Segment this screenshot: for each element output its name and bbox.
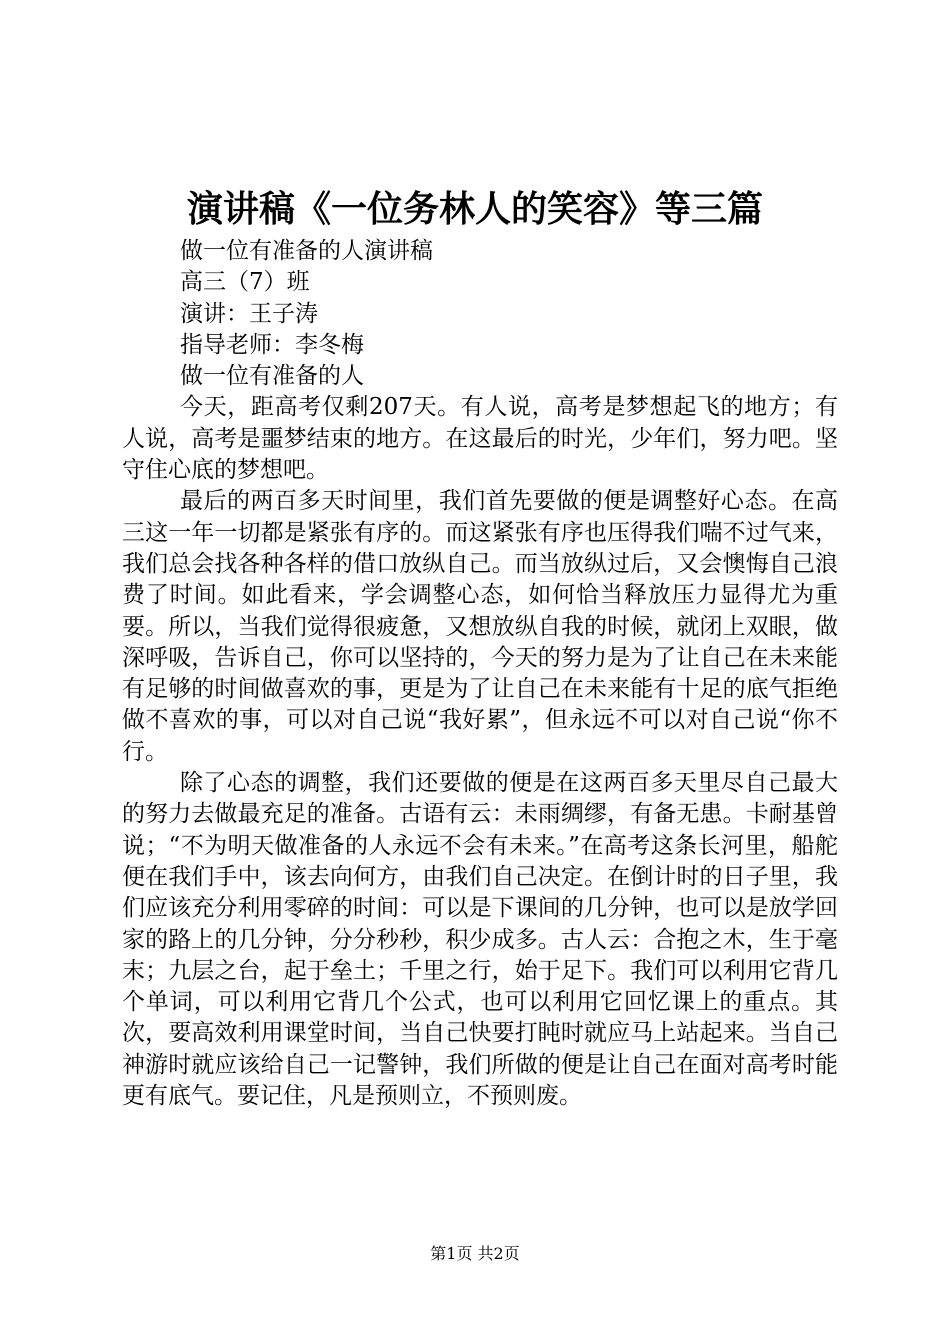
advisor-line: 指导老师：李冬梅 (180, 331, 364, 358)
speech-title: 做一位有准备的人演讲稿 (180, 238, 433, 264)
section-heading: 做一位有准备的人 (180, 363, 364, 390)
document-title: 演讲稿《一位务林人的笑容》等三篇 (186, 188, 763, 230)
body-paragraph: 今天，距高考仅剩207天。有人说，高考是梦想起飞的地方；有人说，高考是噩梦结束的地方。在这最后的时光，少年们，努力吧。坚守住心底的梦想吧。 (122, 394, 838, 484)
page-footer: 第1页 共2页 (430, 1244, 520, 1263)
body-paragraph: 最后的两百多天时间里，我们首先要做的便是调整好心态。在高三这一年一切都是紧张有序的。而这紧张有序也压得我们喘不过气来，我们总会找各种各样的借口放纵自己。而当放纵过后，又会懊悔自己浪费了时间。如此看来，学会调整心态，如何恰当释放压力显得尤为重要。所以，当我们觉得很疲惫，又想放纵自我的时候，就闭上双眼，做深呼吸，告诉自己，你可以坚持的，今天的努力是为了让自己在未来能有足够的时间做喜欢的事，更是为了让自己在未来能有十足的底气拒绝做不喜欢的事，可以对自己说“我好累”，但永远不可以对自己说“你不行。 (122, 488, 838, 765)
body-paragraph: 除了心态的调整，我们还要做的便是在这两百多天里尽自己最大的努力去做最充足的准备。古语有云：未雨绸缪，有备无患。卡耐基曾说；“不为明天做准备的人永远不会有未来。”在高考这条长河里，船舵便在我们手中，该去向何方，由我们自己决定。在倒计时的日子里，我们应该充分利用零碎的时间：可以是下课间的几分钟，也可以是放学回家的路上的几分钟，分分秒秒，积少成多。古人云：合抱之木，生于毫末；九层之台，起于垒土；千里之行，始于足下。我们可以利用它背几个单词，可以利用它背几个公式，也可以利用它回忆课上的重点。其次，要高效利用课堂时间，当自己快要打盹时就应马上站起来。当自己神游时就应该给自己一记警钟，我们所做的便是让自己在面对高考时能更有底气。要记住，凡是预则立，不预则废。 (122, 770, 838, 1110)
speaker-line: 演讲：王子涛 (180, 300, 318, 327)
class-line: 高三（7）班 (180, 269, 310, 296)
document-body (122, 236, 838, 1112)
